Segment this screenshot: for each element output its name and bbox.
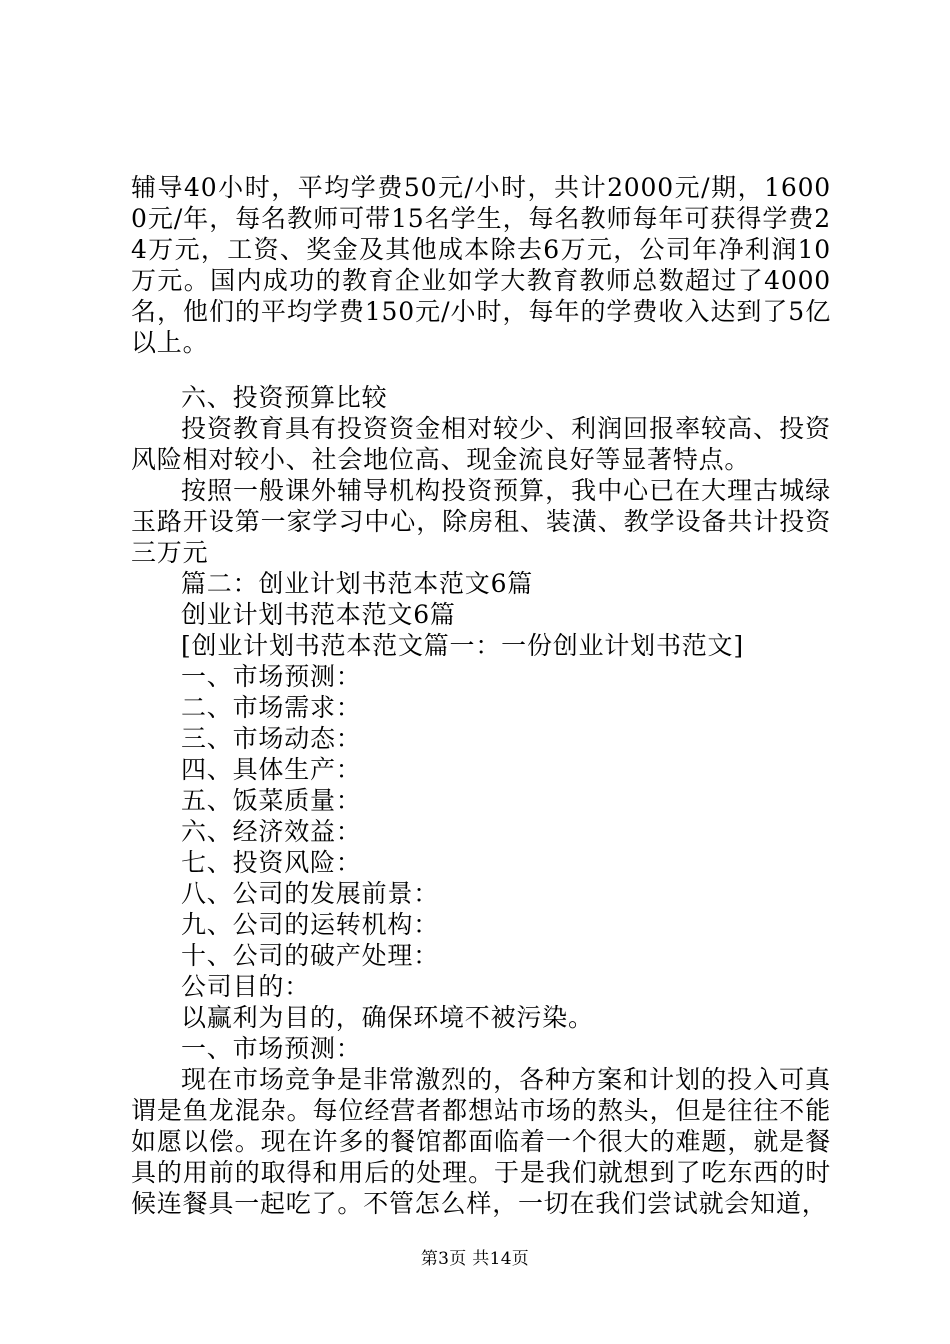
paragraph-investment-features: 投资教育具有投资资金相对较少、利润回报率较高、投资风险相对较小、社会地位高、现金流良好等显著特点。 xyxy=(131,414,831,474)
outline-item: 四、具体生产： xyxy=(181,755,362,784)
paragraph-gap xyxy=(131,358,831,382)
outline-item: 六、经济效益： xyxy=(181,817,362,846)
outline-item: 二、市场需求： xyxy=(181,693,362,722)
part-two-heading: 篇二：创业计划书范本范文6篇 xyxy=(181,569,534,598)
document-title: 创业计划书范本范文6篇 xyxy=(181,600,456,629)
outline-item: 九、公司的运转机构： xyxy=(181,910,440,939)
paragraph-market-forecast: 现在市场竞争是非常激烈的，各种方案和计划的投入可真谓是鱼龙混杂。每位经营者都想站市场的熬头，但是往往不能如愿以偿。现在许多的餐馆都面临着一个很大的难题，就是餐具的用前的取得和用后的处理。于是我们就想到了吃东西的时候连餐具一起吃了。不管怎么样，一切在我们尝试就会知道， xyxy=(131,1065,831,1218)
paragraph-investment-budget: 按照一般课外辅导机构投资预算，我中心已在大理古城绿玉路开设第一家学习中心，除房租、装潢、教学设备共计投资三万元 xyxy=(131,476,831,567)
company-goal-text: 以赢利为目的，确保环境不被污染。 xyxy=(181,1003,594,1032)
bracket-subtitle: [创业计划书范本范文篇一：一份创业计划书范文] xyxy=(181,631,744,660)
market-forecast-heading: 一、市场预测： xyxy=(181,1034,362,1063)
section-heading-investment-budget: 六、投资预算比较 xyxy=(181,383,388,412)
document-body xyxy=(131,172,831,1219)
outline-item: 三、市场动态： xyxy=(181,724,362,753)
paragraph-tuition: 辅导40小时，平均学费50元/小时，共计2000元/期，16000元/年，每名教师可带15名学生，每名教师每年可获得学费24万元，工资、奖金及其他成本除去6万元，公司年净利润10万元。国内成功的教育企业如学大教育教师总数超过了4000名，他们的平均学费150元/小时，每年的学费收入达到了5亿以上。 xyxy=(131,173,831,357)
outline-item: 一、市场预测： xyxy=(181,662,362,691)
company-goal-label: 公司目的： xyxy=(181,972,311,1001)
outline-item: 七、投资风险： xyxy=(181,848,362,877)
outline-item: 十、公司的破产处理： xyxy=(181,941,440,970)
outline-item: 八、公司的发展前景： xyxy=(181,879,440,908)
page-footer: 第3页 共14页 xyxy=(420,1249,530,1269)
outline-item: 五、饭菜质量： xyxy=(181,786,362,815)
